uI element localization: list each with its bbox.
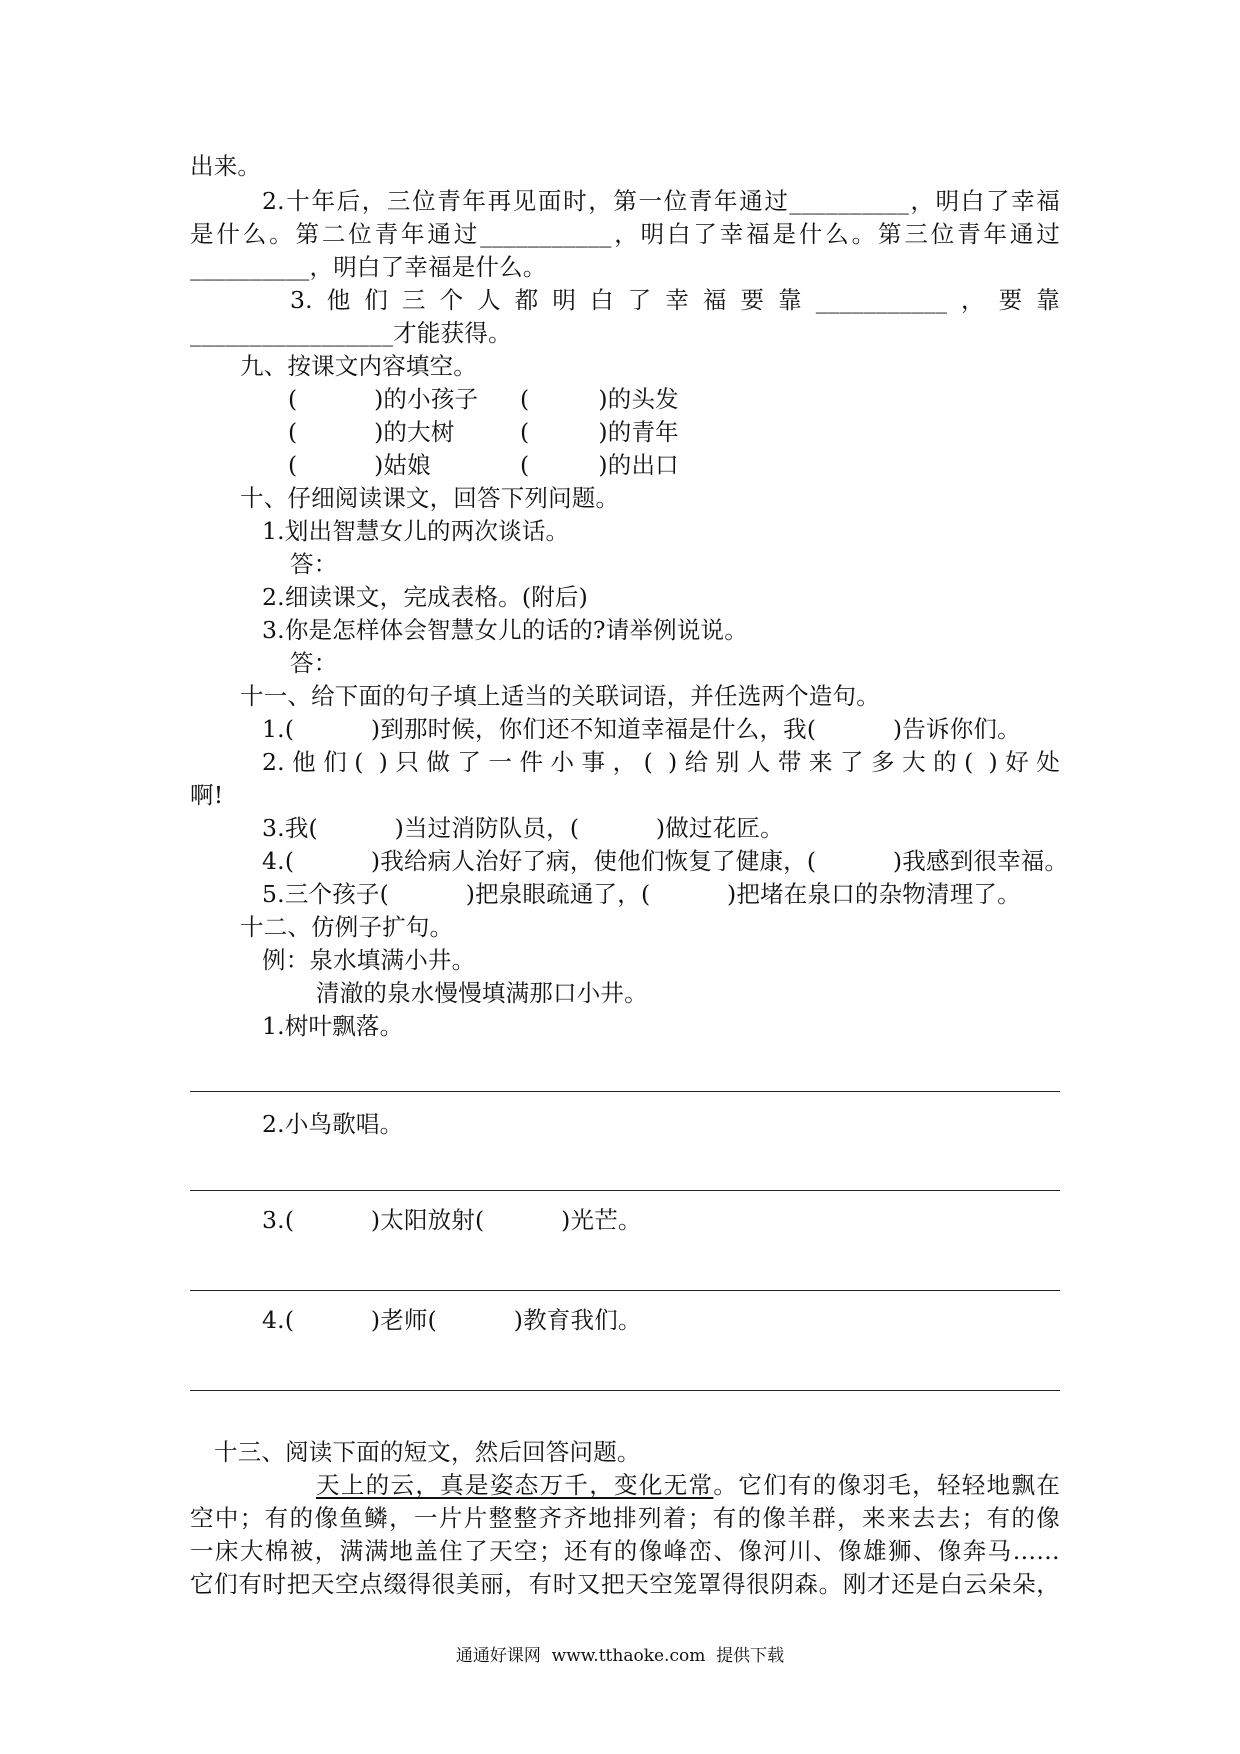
passage-text: 。它们有的像羽毛，轻轻地飘在: [713, 1471, 1060, 1499]
answer-line: [190, 1091, 1060, 1092]
question-3-line-2: _________________才能获得。: [190, 319, 512, 347]
fill-blank-item: ( )的小孩子: [288, 385, 479, 413]
section-11-title: 十一、给下面的句子填上适当的关联词语，并任选两个造句。: [240, 682, 880, 710]
section-12-title: 十二、仿例子扩句。: [240, 913, 454, 941]
reading-passage-line-1: [316, 1469, 1060, 1501]
fill-blank-item: ( )的出口: [520, 451, 679, 479]
page-footer: 通通好课网 www.tthaoke.com 提供下载: [455, 1646, 785, 1666]
section-10-question-3: 3.你是怎样体会智慧女儿的话的?请举例说说。: [262, 616, 748, 644]
answer-line: [190, 1290, 1060, 1291]
section-13-title: 十三、阅读下面的短文，然后回答问题。: [214, 1438, 641, 1466]
expand-question-1: 1.树叶飘落。: [262, 1012, 404, 1040]
question-2-line-1: 2.十年后，三位青年再见面时，第一位青年通过__________，明白了幸福: [262, 187, 1060, 215]
answer-line: [190, 1390, 1060, 1391]
section-11-sentence-1: 1.( )到那时候，你们还不知道幸福是什么，我( )告诉你们。: [262, 715, 1021, 743]
expand-question-2: 2.小鸟歌唱。: [262, 1110, 404, 1138]
section-9-title: 九、按课文内容填空。: [240, 352, 477, 380]
fill-blank-item: ( )的青年: [520, 418, 679, 446]
answer-line: [190, 1190, 1060, 1191]
question-3-line-1: 3.他们三个人都明白了幸福要靠___________，要靠: [290, 286, 1060, 314]
section-10-title: 十、仔细阅读课文，回答下列问题。: [240, 484, 620, 512]
section-11-sentence-2-end: 啊!: [190, 781, 224, 809]
answer-label: 答：: [290, 550, 338, 578]
fill-blank-item: ( )的头发: [520, 385, 679, 413]
example-sentence: 例：泉水填满小井。: [262, 946, 476, 974]
section-11-sentence-4: 4.( )我给病人治好了病，使他们恢复了健康，( )我感到很幸福。: [262, 847, 1069, 875]
reading-passage-line-2: 空中；有的像鱼鳞，一片片整整齐齐地排列着；有的像羊群，来来去去；有的像: [190, 1504, 1060, 1532]
fill-blank-item: ( )姑娘: [288, 451, 431, 479]
reading-passage-line-3: 一床大棉被，满满地盖住了天空；还有的像峰峦、像河川、像雄狮、像奔马……: [190, 1537, 1060, 1565]
example-answer: 清澈的泉水慢慢填满那口小井。: [316, 979, 648, 1007]
question-2-line-2: 是什么。第二位青年通过___________，明白了幸福是什么。第三位青年通过: [190, 220, 1060, 248]
section-10-question-1: 1.划出智慧女儿的两次谈话。: [262, 517, 570, 545]
underlined-sentence: 天上的云，真是姿态万千，变化无常: [316, 1471, 714, 1499]
section-11-sentence-2: 2.他们( )只做了一件小事，( )给别人带来了多大的( )好处: [262, 748, 1060, 776]
fill-blank-item: ( )的大树: [288, 418, 455, 446]
section-11-sentence-5: 5.三个孩子( )把泉眼疏通了，( )把堵在泉口的杂物清理了。: [262, 880, 1021, 908]
expand-question-4: 4.( )老师( )教育我们。: [262, 1306, 642, 1334]
continuation-line: 出来。: [190, 152, 262, 180]
section-10-question-2: 2.细读课文，完成表格。(附后): [262, 583, 588, 611]
answer-label: 答：: [290, 649, 338, 677]
reading-passage-line-4: 它们有时把天空点缀得很美丽，有时又把天空笼罩得很阴森。刚才还是白云朵朵，: [190, 1570, 1060, 1598]
section-11-sentence-3: 3.我( )当过消防队员，( )做过花匠。: [262, 814, 784, 842]
question-2-line-3: __________，明白了幸福是什么。: [190, 253, 547, 281]
expand-question-3: 3.( )太阳放射( )光芒。: [262, 1206, 642, 1234]
